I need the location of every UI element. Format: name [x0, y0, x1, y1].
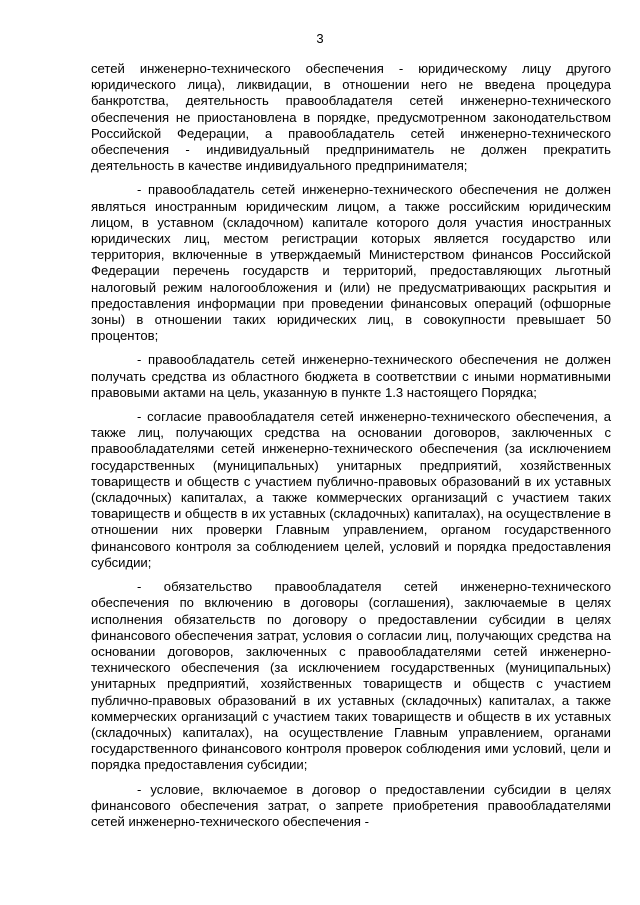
paragraph-no-other-budget-funds: - правообладатель сетей инженерно-технического обеспечения не должен получать средства из областного бюджета в соответствии с иными нормативными правовыми актами на цель, указанную в пункте 1.3 настоящего Порядка;: [91, 352, 611, 400]
document-body: [91, 61, 611, 830]
paragraph-foreign-entity-condition: - правообладатель сетей инженерно-технического обеспечения не должен являться иностранным юридическим лицом, а также российским юридическим лицом, в уставном (складочном) капитале которого доля участия иностранных юридических лиц, местом регистрации которых является государство или территория, включенные в утверждаемый Министерством финансов Российской Федерации перечень государств и территорий, предоставляющих льготный налоговый режим налогообложения и (или) не предусматривающих раскрытия и предоставления информации при проведении финансовых операций (офшорные зоны) в отношении таких юридических лиц, в совокупности превышает 50 процентов;: [91, 182, 611, 344]
paragraph-contract-obligation: - обязательство правообладателя сетей инженерно-технического обеспечения по включению в договоры (соглашения), заключаемые в целях исполнения обязательств по договору о предоставлении субсидии в целях финансового обеспечения затрат, условия о согласии лиц, получающих средства на основании договоров, заключенных с правообладателями сетей инженерно-технического обеспечения (за исключением государственных (муниципальных) унитарных предприятий, хозяйственных товариществ и обществ с участием публично-правовых образований в их уставных (складочных) капиталах, а также коммерческих организаций с участием таких товариществ и обществ в их уставных (складочных) капиталах), на осуществление Главным управлением, органами государственного финансового контроля проверок соблюдения ими условий, цели и порядка предоставления субсидии;: [91, 579, 611, 773]
page-number: 3: [316, 31, 324, 46]
paragraph-purchase-prohibition: - условие, включаемое в договор о предоставлении субсидии в целях финансового обеспечения затрат, о запрете приобретения правообладателями сетей инженерно-технического обеспечения -: [91, 781, 611, 829]
paragraph-consent-to-inspection: - согласие правообладателя сетей инженерно-технического обеспечения, а также лиц, получающих средства на основании договоров, заключенных с правообладателями сетей инженерно-технического обеспечения (за исключением государственных (муниципальных) унитарных предприятий, хозяйственных товариществ и обществ с участием публично-правовых образований в их уставных (складочных) капиталах, а также коммерческих организаций с участием таких товариществ и обществ в их уставных (складочных) капиталах), на осуществление в отношении них проверки Главным управлением, органом государственного финансового контроля за соблюдением целей, условий и порядка предоставления субсидии;: [91, 409, 611, 570]
paragraph-continuation: сетей инженерно-технического обеспечения - юридическому лицу другого юридического лица), ликвидации, в отношении него не введена процедура банкротства, деятельность правообладателя сетей инженерно-технического обеспечения не приостановлена в порядке, предусмотренном законодательством Российской Федерации, а правообладатель сетей инженерно-технического обеспечения - индивидуальный предприниматель не должен прекратить деятельность в качестве индивидуального предпринимателя;: [91, 61, 611, 174]
